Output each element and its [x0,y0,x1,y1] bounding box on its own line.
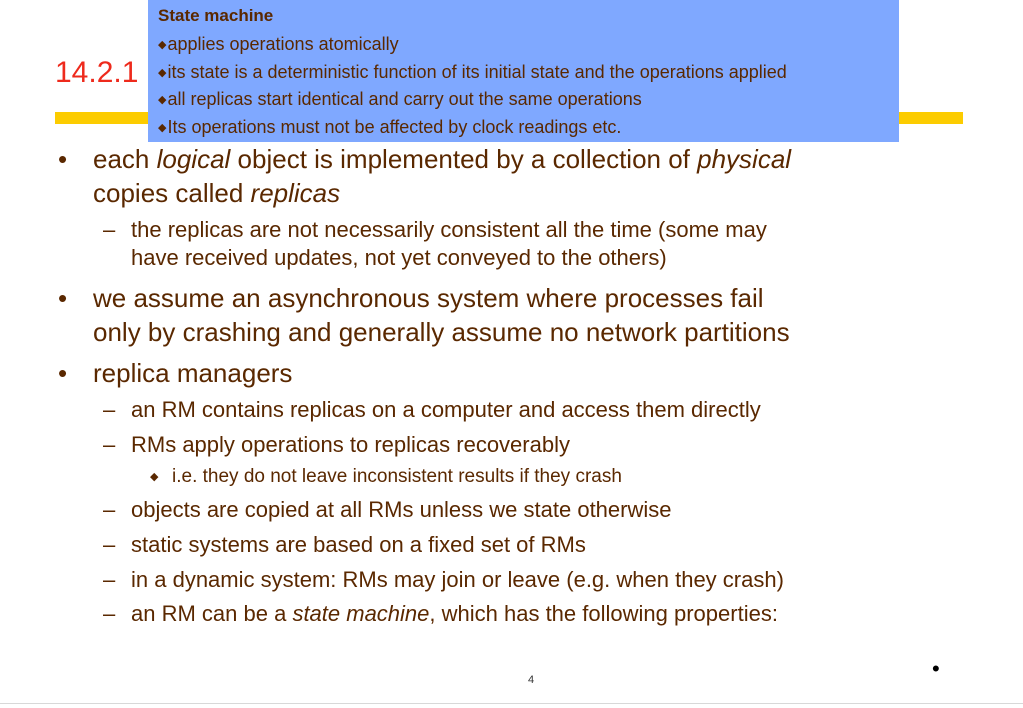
bullet-marker: • [58,283,68,313]
diamond-icon: ◆ [158,39,167,51]
dash-marker: – [103,217,116,242]
bullet-text-line-2: only by crashing and generally assume no network partitions [93,317,790,347]
subbullet-text: an RM can be a state machine, which has the following properties: [131,601,778,626]
subbullet-text: in a dynamic system: RMs may join or leave (e.g. when they crash) [131,567,784,592]
diamond-icon: ◆ [158,121,167,134]
subsubbullet-text: i.e. they do not leave inconsistent results if they crash [172,466,622,487]
slide-title: 14.2.1 [55,56,139,89]
dash-marker: – [103,532,116,557]
bullet-text-line-2: copies called replicas [93,178,341,208]
dash-marker: – [103,567,116,592]
callout-item: ◆applies operations atomically [158,34,399,54]
subbullet-text-line-2: have received updates, not yet conveyed to the others) [131,245,667,270]
page-number: 4 [528,674,535,686]
callout-item: ◆Its operations must not be affected by clock readings etc. [158,116,622,137]
diamond-icon: ◆ [158,66,167,79]
dash-marker: – [103,432,116,457]
subbullet-text: objects are copied at all RMs unless we state otherwise [131,497,672,522]
dash-marker: – [103,497,116,522]
subbullet-text: an RM contains replicas on a computer and access them directly [131,397,761,422]
diamond-icon: ◆ [150,471,159,483]
subbullet-text: static systems are based on a fixed set of RMs [131,532,586,557]
subbullet-text-line-1: the replicas are not necessarily consistent all the time (some may [131,217,767,242]
bullet-marker: • [58,358,68,388]
callout-item: ◆all replicas start identical and carry out the same operations [158,89,642,109]
diamond-icon: ◆ [158,94,167,106]
bullet-marker: • [58,144,68,174]
corner-dot: • [932,656,940,681]
bullet-text-line-1: we assume an asynchronous system where processes fail [93,283,764,313]
subbullet-text: RMs apply operations to replicas recoverably [131,432,570,457]
dash-marker: – [103,601,116,626]
callout-item: ◆its state is a deterministic function of its initial state and the operations applied [158,61,787,82]
bullet-text: replica managers [93,358,293,388]
state-machine-callout [148,0,899,142]
dash-marker: – [103,397,116,422]
callout-heading: State machine [158,6,274,25]
bullet-text-line-1: each logical object is implemented by a collection of physical [93,144,792,174]
bottom-divider [0,703,1023,704]
